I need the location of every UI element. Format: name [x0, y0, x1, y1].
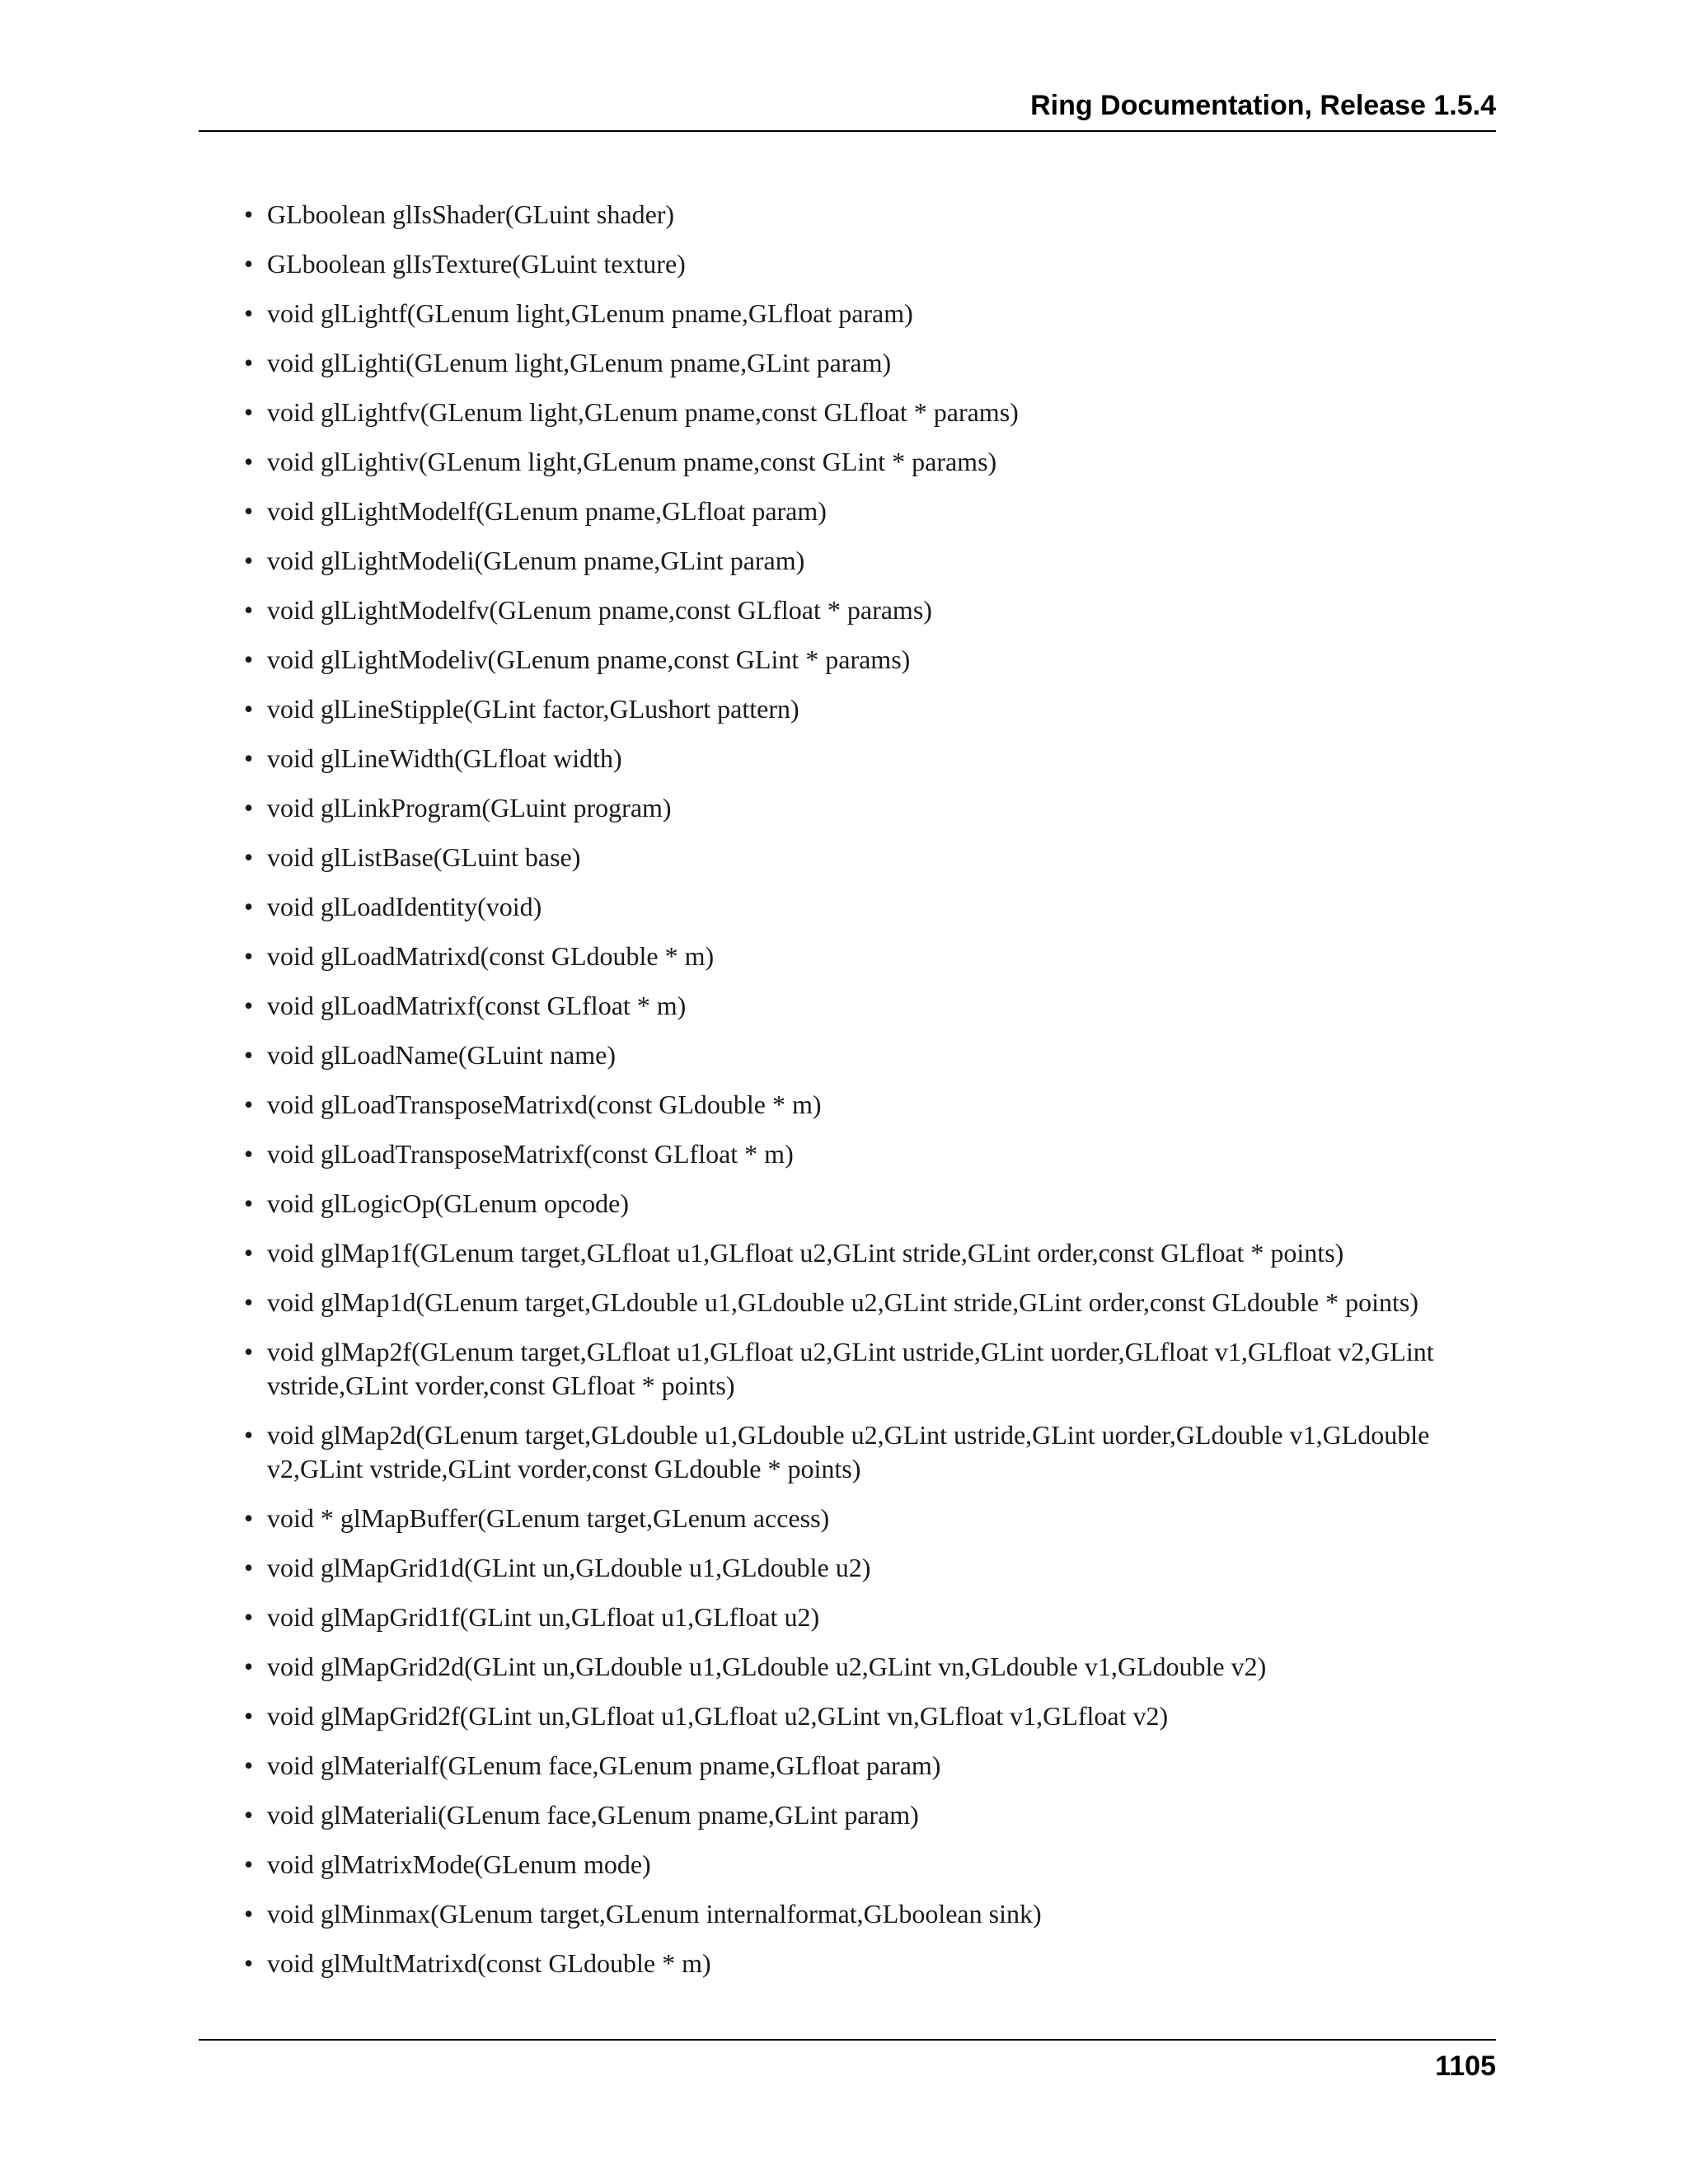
function-signature: void glLightiv(GLenum light,GLenum pname,const GLint * params) [267, 447, 997, 476]
function-signature: void glMapGrid2f(GLint un,GLfloat u1,GLfloat u2,GLint vn,GLfloat v1,GLfloat v2) [267, 1701, 1169, 1731]
bullet-icon: • [244, 348, 254, 377]
list-item [244, 346, 1496, 380]
bullet-icon: • [244, 595, 254, 625]
function-signature: void glMateriali(GLenum face,GLenum pname,GLint param) [267, 1800, 919, 1830]
function-signature: void glLoadIdentity(void) [267, 892, 542, 921]
list-item [244, 1137, 1496, 1171]
bullet-icon: • [244, 1602, 254, 1632]
bullet-icon: • [244, 199, 254, 229]
page-footer [199, 2039, 1496, 2082]
page-content [244, 198, 1496, 1996]
bullet-icon: • [244, 1849, 254, 1879]
list-item [244, 445, 1496, 479]
list-item [244, 1699, 1496, 1733]
bullet-icon: • [244, 1553, 254, 1582]
function-signature: void glLoadTransposeMatrixf(const GLfloat * m) [267, 1139, 794, 1169]
list-item [244, 1236, 1496, 1270]
bullet-icon: • [244, 496, 254, 526]
page-header [199, 89, 1496, 132]
bullet-icon: • [244, 1287, 254, 1317]
list-item [244, 1187, 1496, 1221]
function-signature: void glLineWidth(GLfloat width) [267, 743, 622, 773]
function-signature: void glMapGrid1f(GLint un,GLfloat u1,GLfloat u2) [267, 1602, 820, 1632]
function-signature: void glLighti(GLenum light,GLenum pname,GLint param) [267, 348, 892, 377]
function-signature: void glLogicOp(GLenum opcode) [267, 1188, 629, 1218]
list-item [244, 198, 1496, 232]
list-item [244, 890, 1496, 924]
function-signature: void glLoadMatrixf(const GLfloat * m) [267, 991, 687, 1020]
function-signature: void glLightModelfv(GLenum pname,const GLfloat * params) [267, 595, 932, 625]
function-signature: void glMap2d(GLenum target,GLdouble u1,GLdouble u2,GLint ustride,GLint uorder,GLdouble v1,GLdouble v2,GLint vstride,GLint vorder,const GLdouble * points) [267, 1420, 1430, 1483]
bullet-icon: • [244, 249, 254, 279]
function-signature: void glMaterialf(GLenum face,GLenum pname,GLfloat param) [267, 1750, 941, 1780]
list-item [244, 593, 1496, 627]
list-item [244, 791, 1496, 825]
bullet-icon: • [244, 1503, 254, 1533]
function-signature: void glMultMatrixd(const GLdouble * m) [267, 1948, 711, 1978]
bullet-icon: • [244, 1948, 254, 1978]
function-signature: GLboolean glIsTexture(GLuint texture) [267, 249, 686, 279]
bullet-icon: • [244, 1040, 254, 1070]
list-item [244, 1749, 1496, 1783]
bullet-icon: • [244, 298, 254, 328]
function-signature: void glLineStipple(GLint factor,GLushort pattern) [267, 694, 799, 724]
bullet-icon: • [244, 991, 254, 1020]
bullet-icon: • [244, 546, 254, 575]
function-signature: void glMapGrid2d(GLint un,GLdouble u1,GLdouble u2,GLint vn,GLdouble v1,GLdouble v2) [267, 1652, 1267, 1681]
list-item [244, 643, 1496, 677]
bullet-icon: • [244, 941, 254, 971]
bullet-icon: • [244, 743, 254, 773]
list-item [244, 544, 1496, 578]
function-signature: void glMatrixMode(GLenum mode) [267, 1849, 651, 1879]
function-signature: GLboolean glIsShader(GLuint shader) [267, 199, 675, 229]
function-signature: void glMapGrid1d(GLint un,GLdouble u1,GLdouble u2) [267, 1553, 871, 1582]
list-item [244, 692, 1496, 726]
bullet-icon: • [244, 397, 254, 427]
function-signature: void glMinmax(GLenum target,GLenum internalformat,GLboolean sink) [267, 1899, 1042, 1929]
bullet-icon: • [244, 1701, 254, 1731]
list-item [244, 1848, 1496, 1882]
bullet-icon: • [244, 1750, 254, 1780]
function-signature: void glMap2f(GLenum target,GLfloat u1,GLfloat u2,GLint ustride,GLint uorder,GLfloat v1,GLfloat v2,GLint vstride,GLint vorder,const GLfloat * points) [267, 1337, 1434, 1400]
bullet-icon: • [244, 644, 254, 674]
list-item [244, 1088, 1496, 1122]
list-item [244, 1947, 1496, 1980]
function-signature: void glMap1f(GLenum target,GLfloat u1,GLfloat u2,GLint stride,GLint order,const GLfloat * points) [267, 1238, 1344, 1268]
bullet-icon: • [244, 842, 254, 872]
list-item [244, 247, 1496, 281]
header-title: Ring Documentation, Release 1.5.4 [1030, 90, 1496, 121]
list-item [244, 297, 1496, 330]
function-list [244, 198, 1496, 1980]
function-signature: void glLoadName(GLuint name) [267, 1040, 616, 1070]
function-signature: void glLightModelf(GLenum pname,GLfloat param) [267, 496, 827, 526]
function-signature: void glLightfv(GLenum light,GLenum pname,const GLfloat * params) [267, 397, 1019, 427]
list-item [244, 396, 1496, 429]
list-item [244, 1502, 1496, 1535]
bullet-icon: • [244, 1238, 254, 1268]
bullet-icon: • [244, 447, 254, 476]
bullet-icon: • [244, 1420, 254, 1450]
list-item [244, 1650, 1496, 1684]
list-item [244, 1335, 1496, 1403]
function-signature: void glLoadTransposeMatrixd(const GLdouble * m) [267, 1090, 822, 1119]
function-signature: void glLightf(GLenum light,GLenum pname,GLfloat param) [267, 298, 913, 328]
bullet-icon: • [244, 1139, 254, 1169]
bullet-icon: • [244, 1188, 254, 1218]
bullet-icon: • [244, 892, 254, 921]
list-item [244, 494, 1496, 528]
bullet-icon: • [244, 1337, 254, 1366]
function-signature: void glLinkProgram(GLuint program) [267, 793, 672, 823]
list-item [244, 1286, 1496, 1319]
function-signature: void glListBase(GLuint base) [267, 842, 581, 872]
page-number: 1105 [1435, 2050, 1496, 2082]
function-signature: void glLoadMatrixd(const GLdouble * m) [267, 941, 715, 971]
list-item [244, 1038, 1496, 1072]
list-item [244, 742, 1496, 776]
list-item [244, 841, 1496, 874]
function-signature: void glMap1d(GLenum target,GLdouble u1,GLdouble u2,GLint stride,GLint order,const GLdouble * points) [267, 1287, 1418, 1317]
bullet-icon: • [244, 1800, 254, 1830]
function-signature: void * glMapBuffer(GLenum target,GLenum access) [267, 1503, 830, 1533]
bullet-icon: • [244, 793, 254, 823]
list-item [244, 1601, 1496, 1634]
list-item [244, 940, 1496, 973]
bullet-icon: • [244, 1899, 254, 1929]
bullet-icon: • [244, 1652, 254, 1681]
list-item [244, 1418, 1496, 1486]
bullet-icon: • [244, 694, 254, 724]
function-signature: void glLightModeli(GLenum pname,GLint param) [267, 546, 805, 575]
list-item [244, 1897, 1496, 1931]
list-item [244, 989, 1496, 1023]
list-item [244, 1551, 1496, 1585]
function-signature: void glLightModeliv(GLenum pname,const GLint * params) [267, 644, 911, 674]
bullet-icon: • [244, 1090, 254, 1119]
list-item [244, 1798, 1496, 1832]
